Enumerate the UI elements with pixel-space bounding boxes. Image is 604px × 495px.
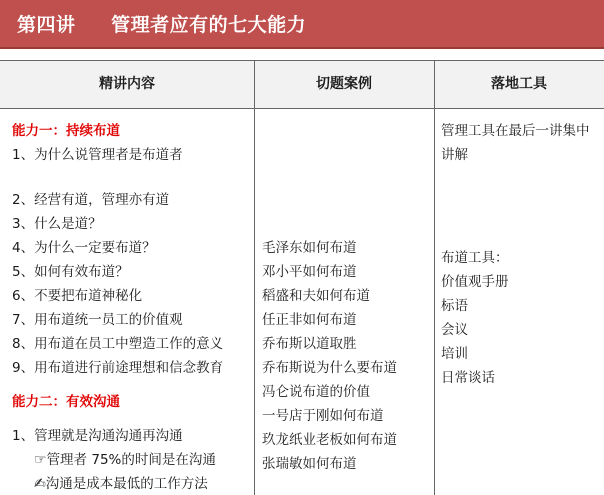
course-table — [0, 60, 604, 495]
case-item: 一号店于刚如何布道 — [262, 408, 384, 424]
content-item: 5、如何有效布道？ — [12, 264, 129, 280]
content-item: 1、管理就是沟通沟通再沟通 — [12, 428, 183, 444]
sub-item — [34, 475, 208, 493]
content-item: 1、为什么说管理者是布道者 — [12, 147, 183, 163]
case-item: 毛泽东如何布道 — [262, 240, 357, 256]
ability-one-title: 能力一：持续布道 — [12, 123, 120, 139]
tool-item: 标语 — [441, 298, 468, 314]
tool-item: 会议 — [441, 322, 468, 338]
tool-item: 日常谈话 — [441, 370, 495, 386]
content-item: 3、什么是道？ — [12, 216, 102, 232]
content-item: 4、为什么一定要布道？ — [12, 240, 156, 256]
header-content: 精讲内容 — [99, 76, 155, 92]
sub-item — [34, 451, 216, 469]
case-item: 邓小平如何布道 — [262, 264, 357, 280]
tools-note: 管理工具在最后一讲集中 — [441, 123, 590, 139]
column-divider — [434, 61, 435, 495]
case-item: 乔布斯以道取胜 — [262, 336, 357, 352]
tools-label: 布道工具： — [441, 250, 509, 266]
tools-note: 讲解 — [441, 147, 468, 163]
lecture-title: 第四讲 管理者应有的七大能力 — [17, 14, 307, 36]
table-header — [0, 61, 604, 109]
column-divider — [254, 61, 255, 495]
case-item: 稻盛和夫如何布道 — [262, 288, 370, 304]
content-item: 8、用布道在员工中塑造工作的意义 — [12, 336, 224, 352]
case-item: 任正非如何布道 — [262, 312, 357, 328]
pointing-hand-icon: ☞ — [34, 452, 47, 468]
sub-item-text: 管理者 75%的时间是在沟通 — [46, 452, 216, 468]
content-item: 2、经营有道，管理亦有道 — [12, 192, 170, 208]
content-item: 7、用布道统一员工的价值观 — [12, 312, 183, 328]
tool-item: 价值观手册 — [441, 274, 509, 290]
pen-icon: ✍ — [34, 476, 46, 492]
lecture-banner — [0, 0, 604, 49]
case-item: 玖龙纸业老板如何布道 — [262, 432, 397, 448]
header-tools: 落地工具 — [491, 76, 547, 92]
tool-item: 培训 — [441, 346, 468, 362]
case-item: 张瑞敏如何布道 — [262, 456, 357, 472]
case-item: 乔布斯说为什么要布道 — [262, 360, 397, 376]
case-item: 冯仑说布道的价值 — [262, 384, 370, 400]
content-item: 9、用布道进行前途理想和信念教育 — [12, 360, 224, 376]
ability-two-title: 能力二：有效沟通 — [12, 394, 120, 410]
header-cases: 切题案例 — [316, 76, 372, 92]
content-item: 6、不要把布道神秘化 — [12, 288, 143, 304]
sub-item-text: 沟通是成本最低的工作方法 — [45, 476, 208, 492]
